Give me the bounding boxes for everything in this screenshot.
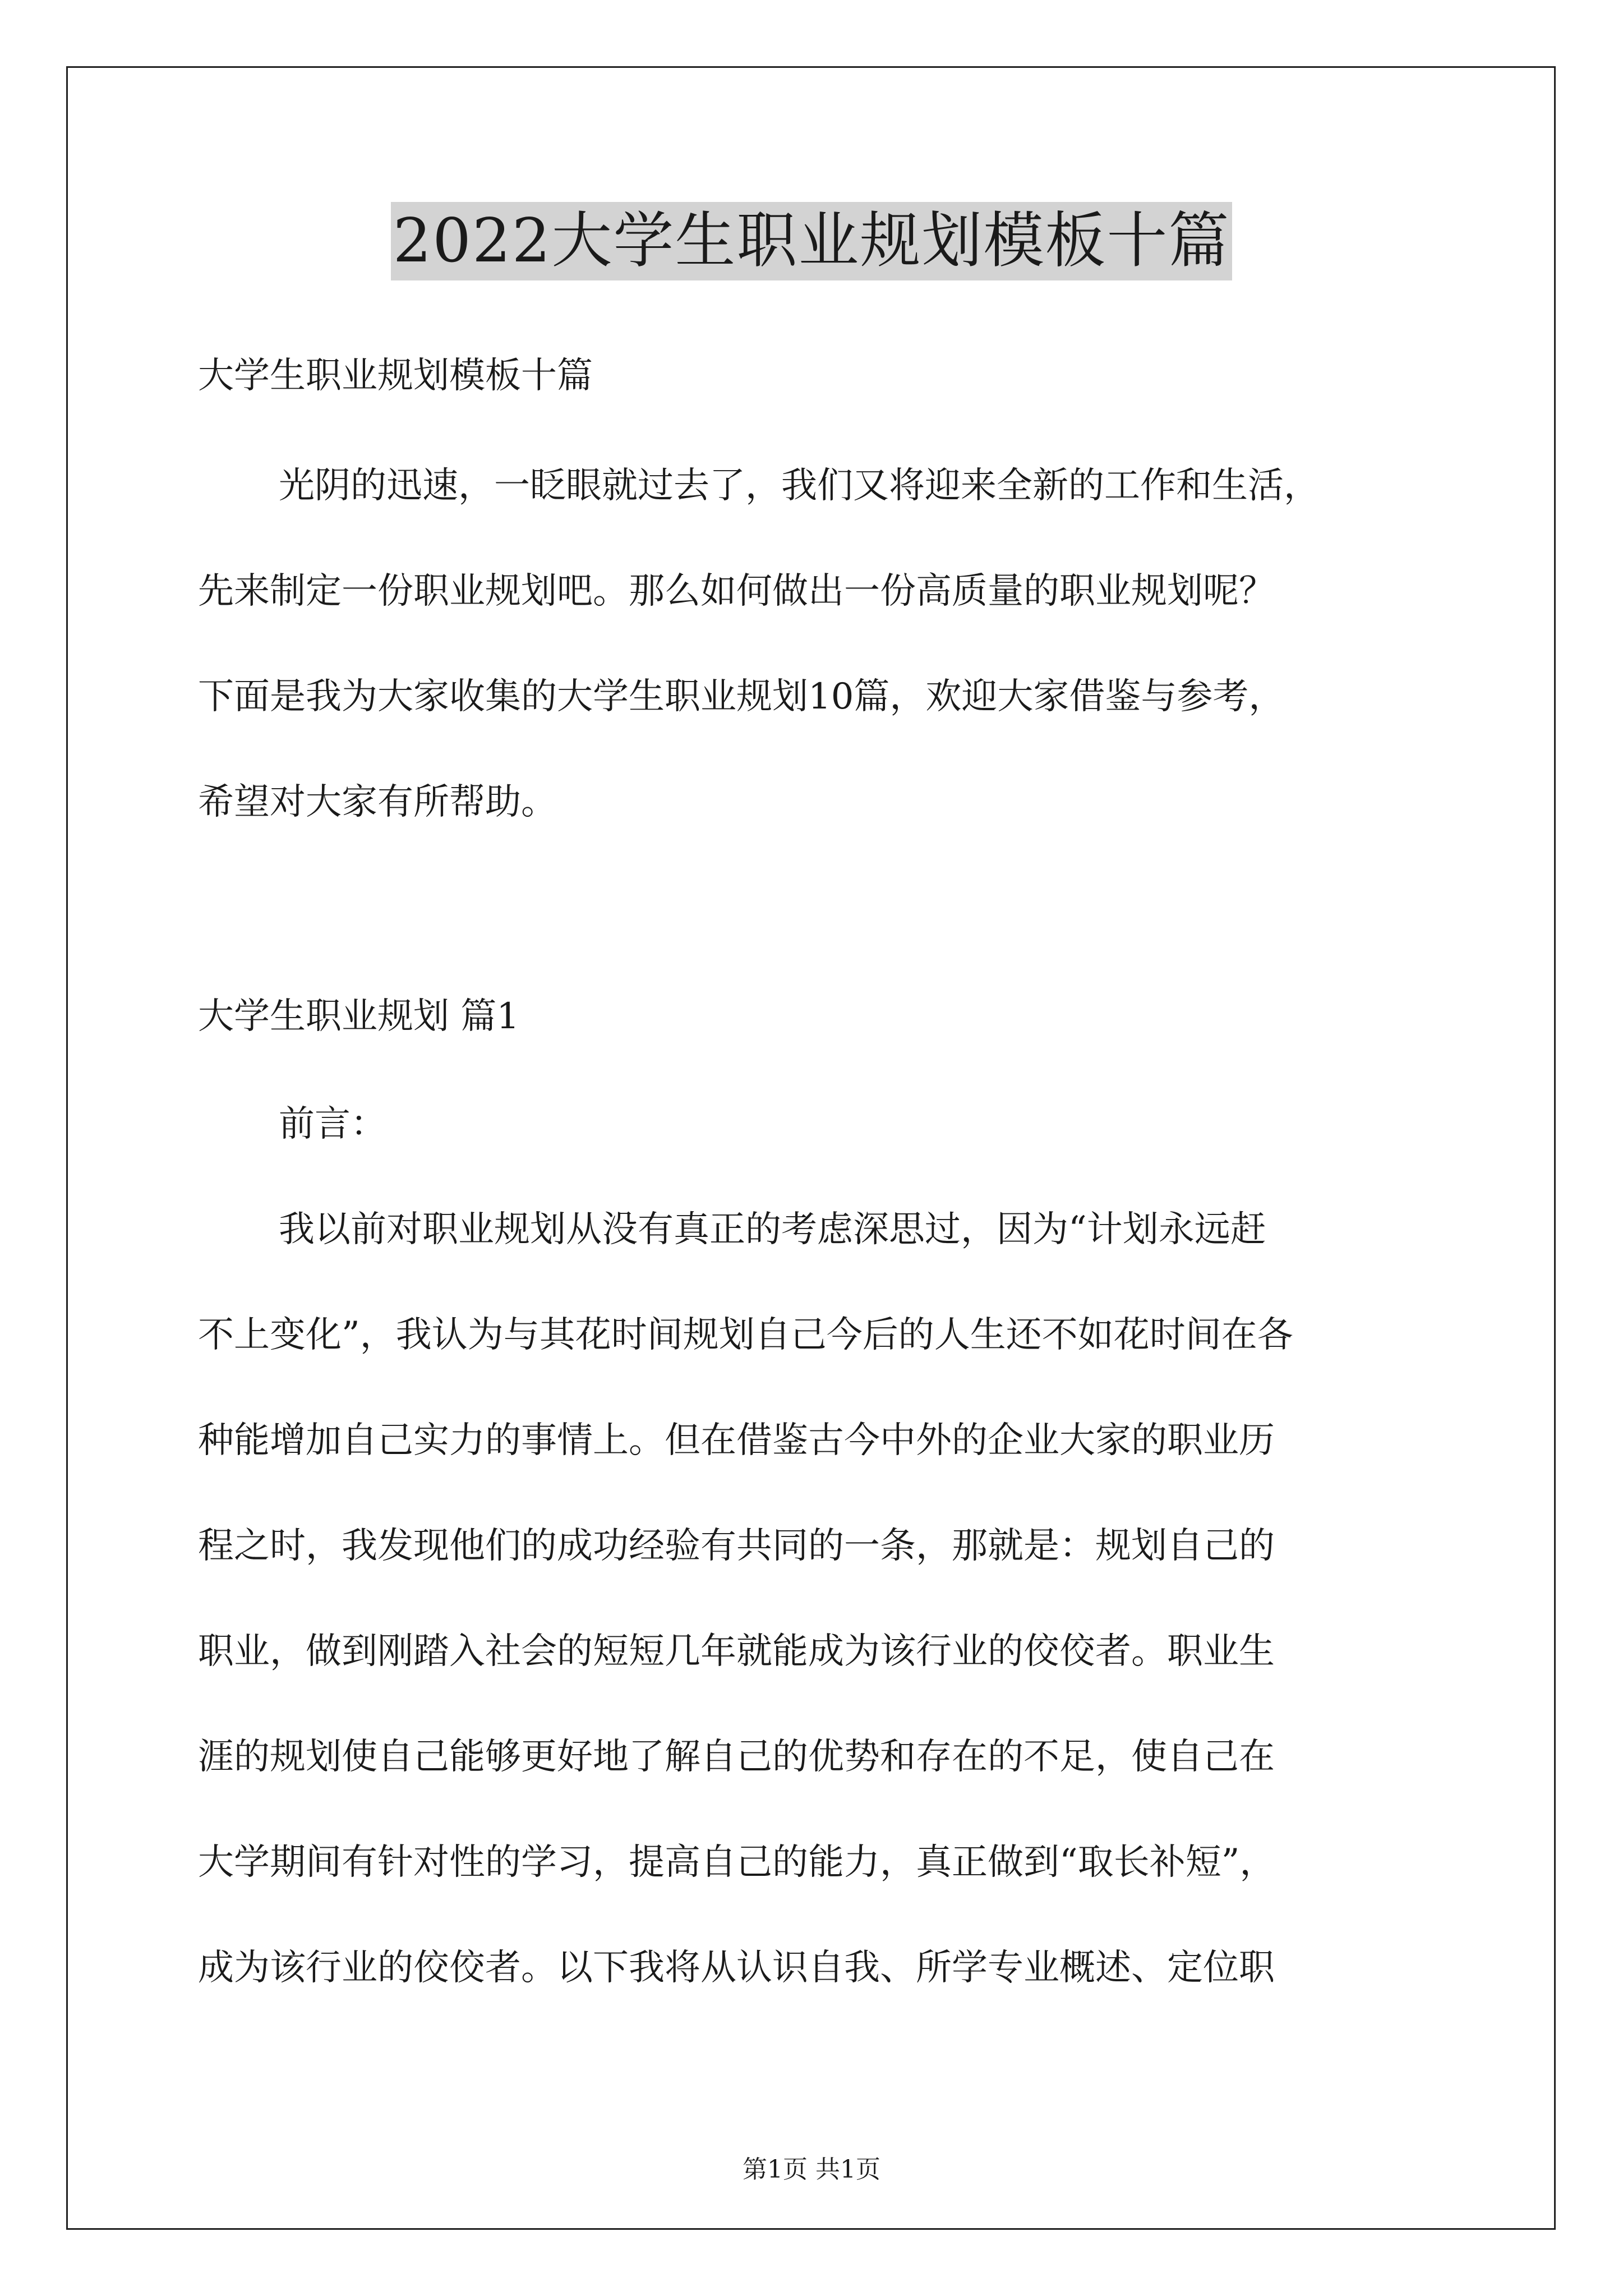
body-line: 职业，做到刚踏入社会的短短几年就能成为该行业的佼佼者。职业生: [198, 1631, 1275, 1672]
body-line: 涯的规划使自己能够更好地了解自己的优势和存在的不足，使自己在: [198, 1736, 1275, 1778]
preface-label: 前言：: [279, 1103, 386, 1145]
intro-line: 先来制定一份职业规划吧。那么如何做出一份高质量的职业规划呢？: [198, 570, 1275, 612]
title-container: [0, 202, 1623, 280]
intro-line: 光阴的迅速，一眨眼就过去了，我们又将迎来全新的工作和生活，: [279, 465, 1320, 507]
body-line: 种能增加自己实力的事情上。但在借鉴古今中外的企业大家的职业历: [198, 1420, 1275, 1461]
body-line: 程之时，我发现他们的成功经验有共同的一条，那就是：规划自己的: [198, 1525, 1275, 1567]
body-line: 我以前对职业规划从没有真正的考虑深思过，因为“计划永远赶: [279, 1209, 1266, 1250]
section-heading: 大学生职业规划 篇1: [198, 996, 520, 1037]
intro-line: 希望对大家有所帮助。: [198, 781, 557, 823]
document-title: 2022大学生职业规划模板十篇: [391, 202, 1233, 280]
page-footer: 第1页 共1页: [743, 2155, 880, 2184]
subtitle: 大学生职业规划模板十篇: [198, 355, 593, 397]
intro-line: 下面是我为大家收集的大学生职业规划10篇，欢迎大家借鉴与参考，: [198, 676, 1285, 717]
body-line: 成为该行业的佼佼者。以下我将从认识自我、所学专业概述、定位职: [198, 1947, 1275, 1989]
body-line: 大学期间有针对性的学习，提高自己的能力，真正做到“取长补短”，: [198, 1842, 1276, 1883]
body-line: 不上变化”，我认为与其花时间规划自己今后的人生还不如花时间在各: [198, 1314, 1293, 1356]
